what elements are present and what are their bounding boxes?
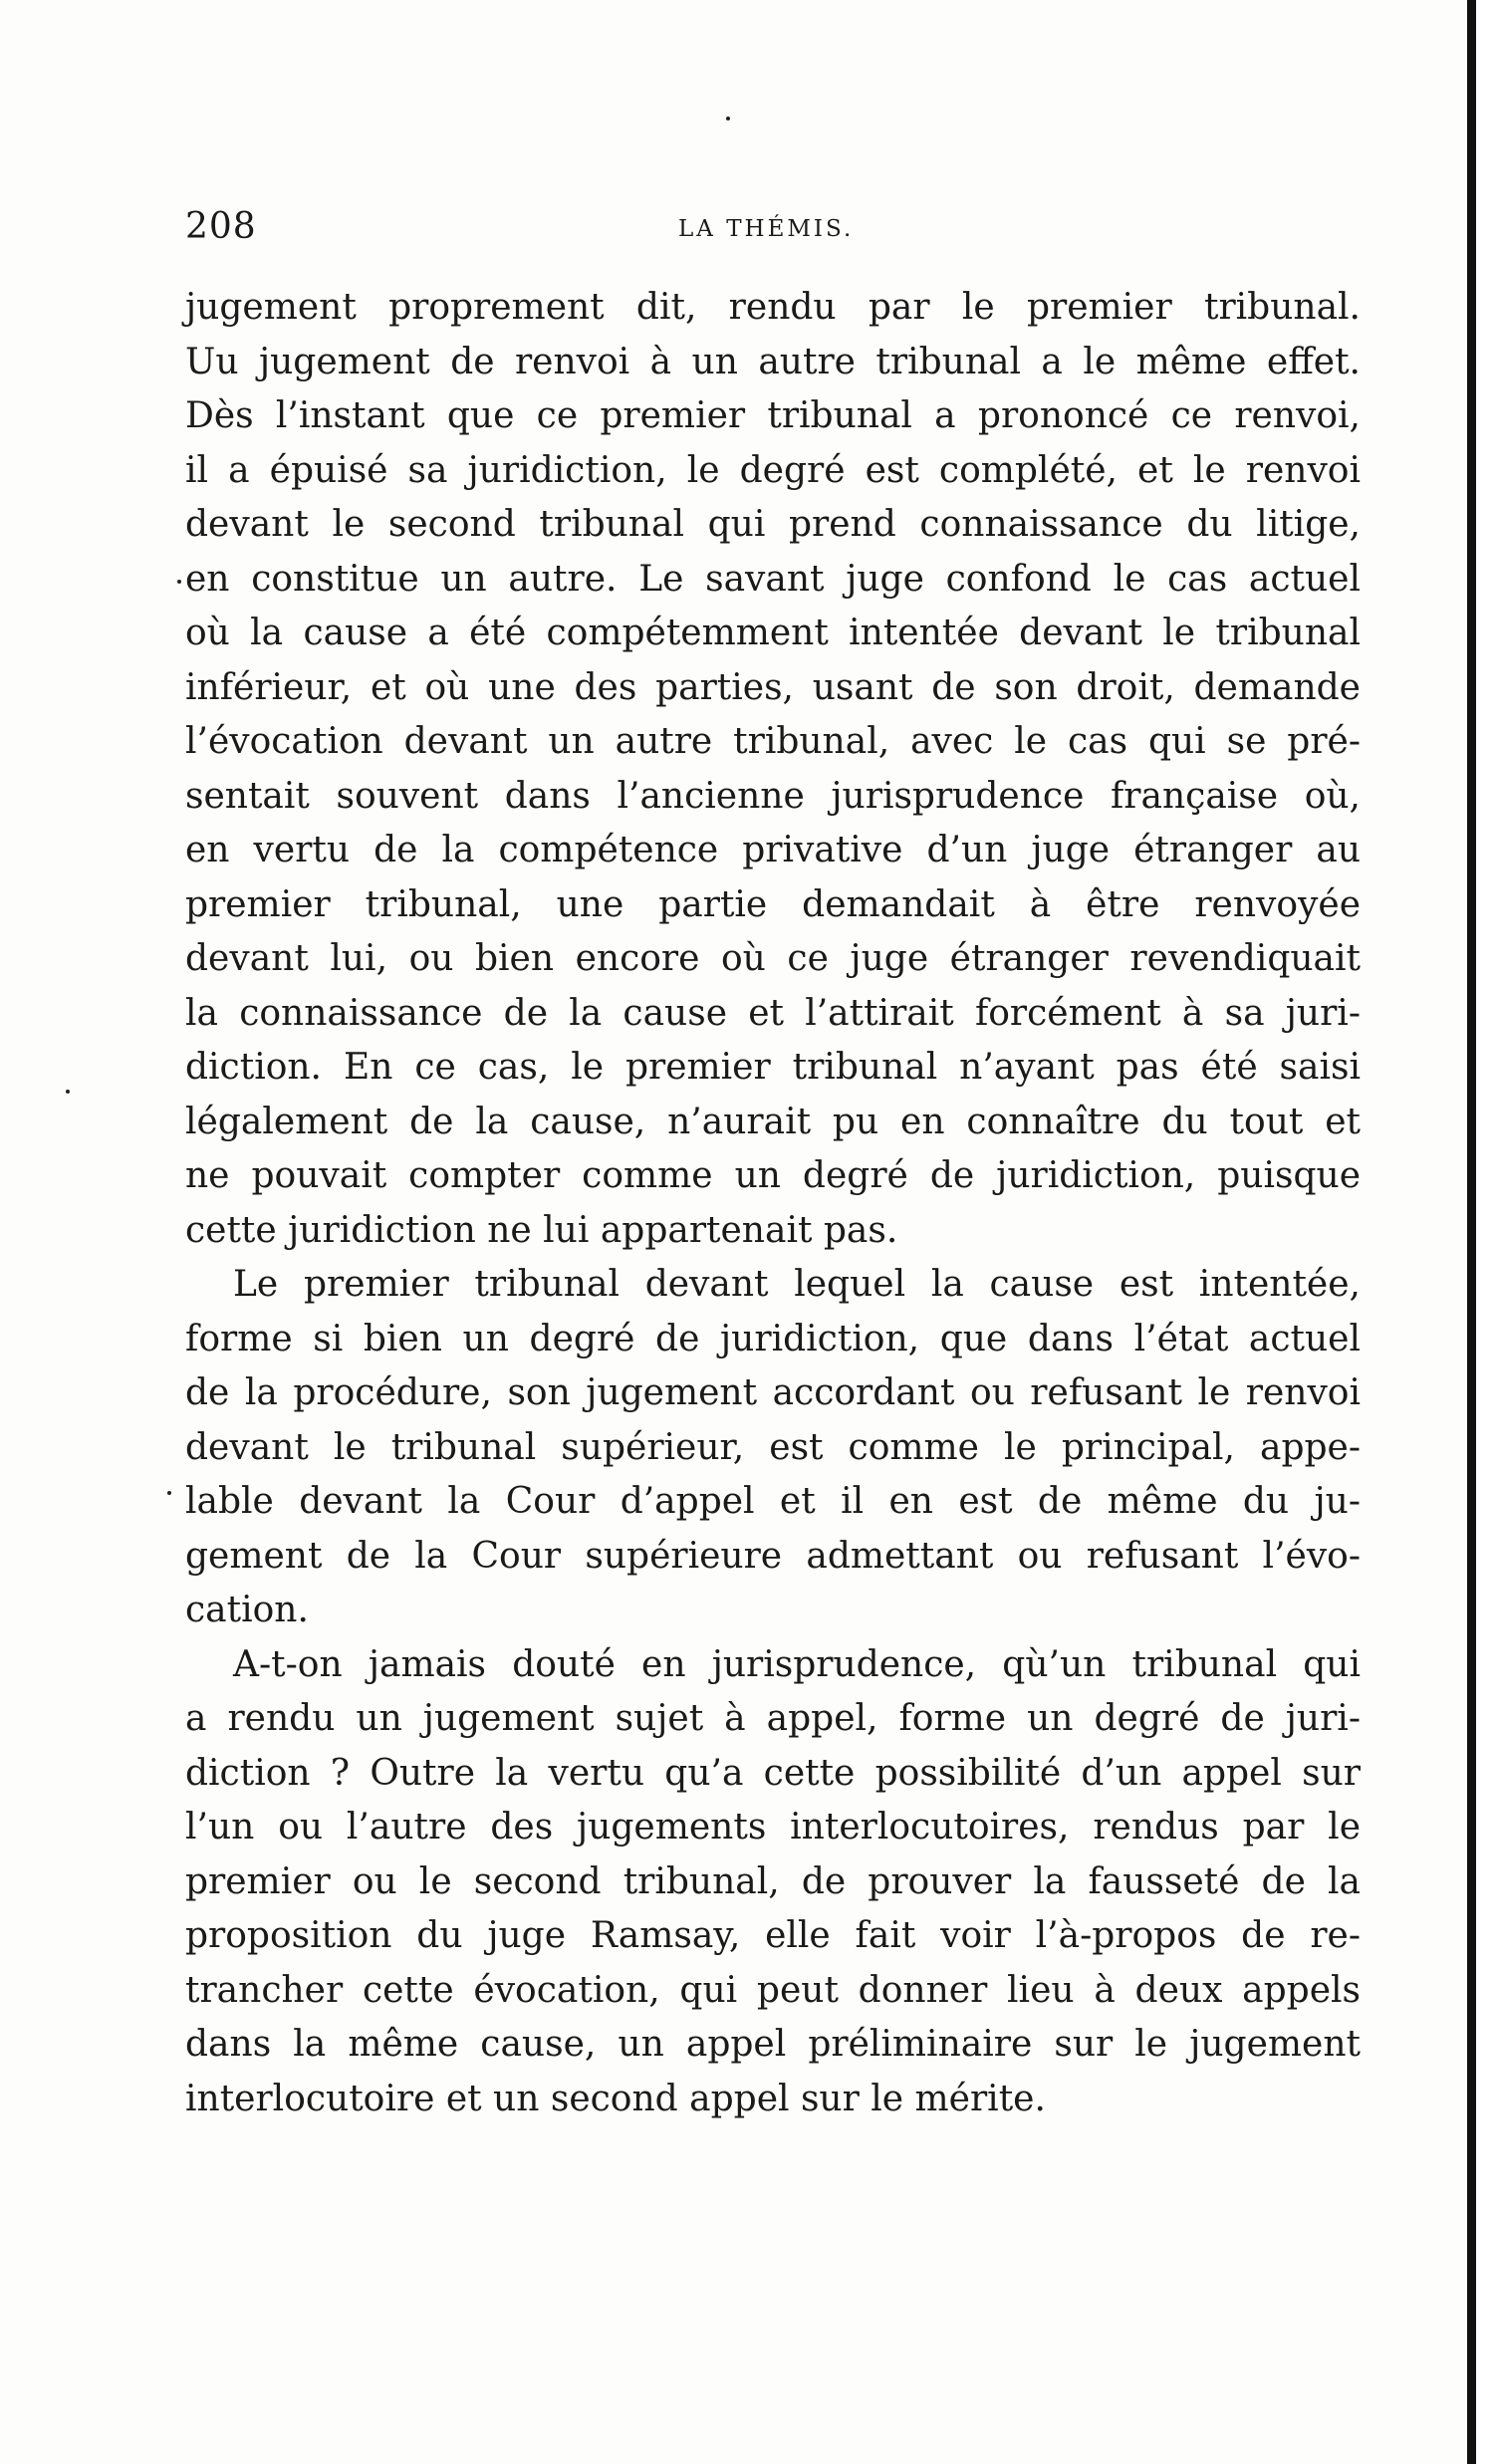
- text-line: dans la même cause, un appel préliminaire sur le jugement: [185, 2024, 1361, 2065]
- text-line: Dès l’instant que ce premier tribunal a prononcé ce renvoi,: [185, 395, 1361, 436]
- text-line: ne pouvait compter comme un degré de juridiction, puisque: [185, 1155, 1361, 1196]
- text-line: l’un ou l’autre des jugements interlocutoires, rendus par le: [185, 1807, 1361, 1848]
- text-line: a rendu un jugement sujet à appel, forme un degré de juri-: [185, 1698, 1361, 1739]
- page-body: [185, 281, 1361, 2126]
- text-line: trancher cette évocation, qui peut donner lieu à deux appels: [185, 1969, 1361, 2011]
- text-line: devant lui, ou bien encore où ce juge étranger revendiquait: [185, 938, 1361, 979]
- text-line: devant le tribunal supérieur, est comme le principal, appe-: [185, 1426, 1361, 1468]
- running-head: LA THÉMIS.: [678, 216, 855, 242]
- text-line: forme si bien un degré de juridiction, que dans l’état actuel: [185, 1318, 1361, 1359]
- text-line: cette juridiction ne lui appartenait pas.: [185, 1209, 898, 1251]
- paragraph-2: [185, 1258, 1361, 1638]
- text-line: en vertu de la compétence privative d’un juge étranger au: [185, 830, 1361, 870]
- print-speck: [726, 117, 730, 121]
- text-line: premier ou le second tribunal, de prouver la fausseté de la: [185, 1860, 1361, 1902]
- text-line: l’évocation devant un autre tribunal, avec le cas qui se pré-: [185, 721, 1361, 762]
- text-line: A-t-on jamais douté en jurisprudence, qù’un tribunal qui: [233, 1643, 1361, 1685]
- text-line: en constitue un autre. Le savant juge confond le cas actuel: [185, 558, 1361, 600]
- text-line: cation.: [185, 1590, 309, 1630]
- text-line: gement de la Cour supérieure admettant ou refusant l’évo-: [185, 1535, 1361, 1577]
- print-speck: [167, 1491, 171, 1495]
- text-line: où la cause a été compétemment intentée devant le tribunal: [185, 613, 1361, 653]
- text-line: jugement proprement dit, rendu par le premier tribunal.: [185, 287, 1361, 328]
- text-line: diction ? Outre la vertu qu’a cette possibilité d’un appel sur: [185, 1752, 1361, 1794]
- text-line: la connaissance de la cause et l’attirait forcément à sa juri-: [185, 992, 1361, 1034]
- text-line: Le premier tribunal devant lequel la cause est intentée,: [233, 1264, 1361, 1305]
- page-header: [185, 207, 1371, 247]
- text-line: proposition du juge Ramsay, elle fait voir l’à-propos de re-: [185, 1915, 1361, 1956]
- text-line: interlocutoire et un second appel sur le mérite.: [185, 2078, 1046, 2119]
- print-speck: [177, 580, 181, 584]
- text-line: il a épuisé sa juridiction, le degré est complété, et le renvoi: [185, 449, 1361, 491]
- page-binding-edge: [1467, 0, 1476, 2464]
- text-line: premier tribunal, une partie demandait à être renvoyée: [185, 883, 1361, 925]
- text-line: devant le second tribunal qui prend connaissance du litige,: [185, 504, 1361, 545]
- page-number: 208: [185, 206, 257, 247]
- print-speck: [66, 1090, 70, 1094]
- paragraph-3: [185, 1638, 1361, 2127]
- page-margin-right: [1476, 0, 1496, 2464]
- text-line: lable devant la Cour d’appel et il en est de même du ju-: [185, 1481, 1361, 1522]
- text-line: légalement de la cause, n’aurait pu en connaître du tout et: [185, 1101, 1361, 1142]
- paragraph-1: [185, 281, 1361, 1258]
- text-line: diction. En ce cas, le premier tribunal n’ayant pas été saisi: [185, 1047, 1361, 1088]
- text-line: Uu jugement de renvoi à un autre tribunal a le même effet.: [185, 341, 1361, 382]
- text-line: de la procédure, son jugement accordant ou refusant le renvoi: [185, 1372, 1361, 1413]
- text-line: sentait souvent dans l’ancienne jurisprudence française où,: [185, 775, 1361, 817]
- text-line: inférieur, et où une des parties, usant de son droit, demande: [185, 666, 1361, 708]
